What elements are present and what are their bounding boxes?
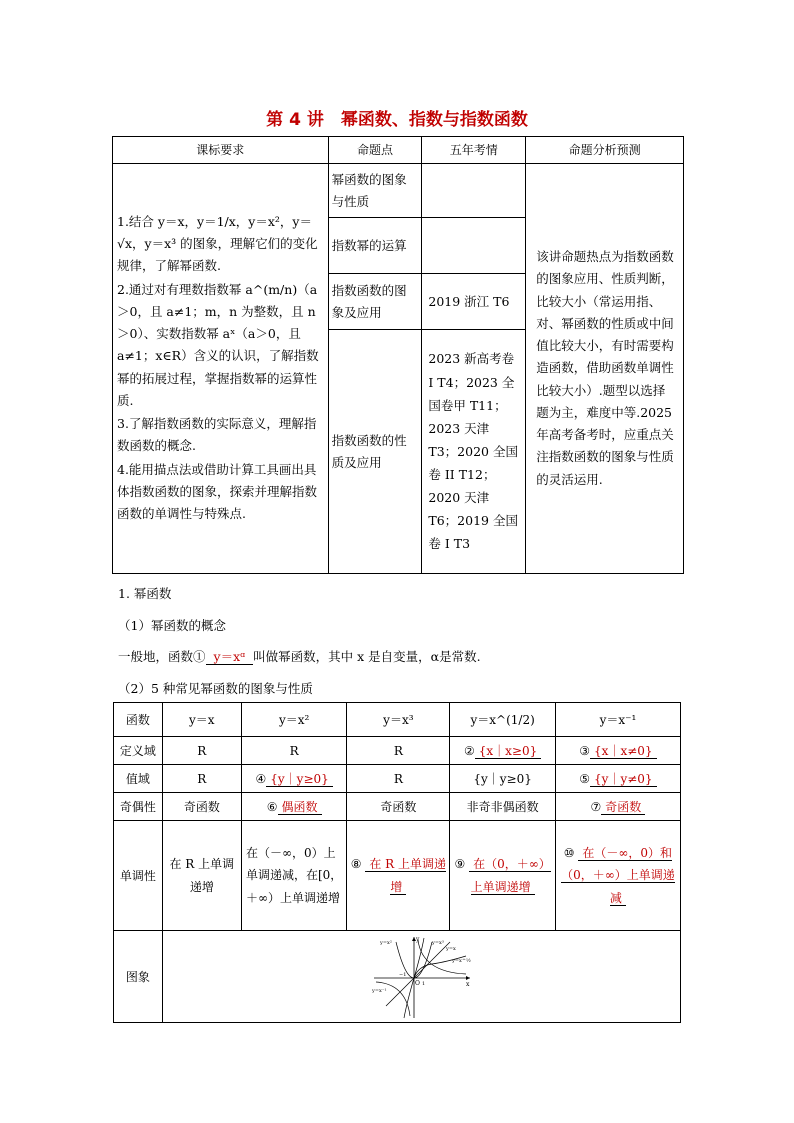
blank-number: ⑩ — [563, 846, 575, 861]
table-cell: R — [162, 737, 241, 765]
topic-cell: 指数函数的性质及应用 — [328, 330, 422, 574]
requirement-2: 2.通过对有理数指数幂 a^(m/n)（a＞0，且 a≠1；m，n 为整数，且 n＞0）、实数指数幂 aˣ（a＞0，且 a≠1；x∈R）含义的认识，了解指数幂的拓展过程，掌握指数幂的运算性质. — [117, 281, 319, 408]
table-row — [113, 164, 684, 218]
definition-answer: y＝xᵅ — [206, 649, 254, 665]
table-cell: R — [347, 765, 450, 793]
table-cell: R — [162, 765, 241, 793]
label-x: y=x — [446, 945, 457, 952]
label-x2: y=x² — [380, 939, 393, 946]
table-cell: 奇函数 — [162, 793, 241, 821]
definition-prefix: 一般地，函数① — [118, 649, 206, 664]
table-row — [114, 737, 681, 765]
func-header: y＝x — [162, 703, 241, 737]
blank-number: ② — [463, 744, 475, 758]
subsection-five-functions: （2）5 种常见幂函数的图象与性质 — [118, 681, 313, 696]
years-cell — [422, 218, 526, 274]
analysis-cell: 该讲命题热点为指数函数的图象应用、性质判断，比较大小（常运用指、对、幂函数的性质或中间值比较大小，有时需要构造函数，借助函数单调性比较大小）.题型以选择题为主，难度中等.2025 年高考备考时，应重点关注指数函数的图象与性质的灵活运用. — [526, 164, 684, 574]
years-cell: 2019 浙江 T6 — [422, 274, 526, 330]
table-row — [114, 931, 681, 1023]
requirement-1: 1.结合 y＝x，y＝1/x，y＝x²，y＝√x，y＝x³ 的图象，理解它们的变化规律，了解幂函数. — [117, 213, 318, 274]
answer-text: 奇函数 — [601, 800, 645, 815]
topic-cell: 指数幂的运算 — [328, 218, 422, 274]
table-cell — [241, 765, 346, 793]
blank-number: ⑤ — [579, 772, 591, 786]
table-cell: 在（－∞，0）上单调递减，在[0，＋∞）上单调递增 — [241, 821, 346, 931]
table-cell — [555, 821, 680, 931]
topic-cell: 幂函数的图象与性质 — [328, 164, 422, 218]
years-cell: 2023 新高考卷 I T4；2023 全国卷甲 T11；2023 天津 T3；2020 全国卷 II T12；2020 天津 T6；2019 全国卷 I T3 — [422, 330, 526, 574]
topic-cell: 指数函数的图象及应用 — [328, 274, 422, 330]
header-topic: 命题点 — [328, 137, 422, 164]
table-cell: 在 R 上单调递增 — [162, 821, 241, 931]
header-curriculum: 课标要求 — [113, 137, 329, 164]
x-axis-arrow — [466, 976, 470, 980]
func-header: y＝x^(1/2) — [450, 703, 555, 737]
blank-number: ③ — [579, 744, 591, 758]
table-cell: R — [241, 737, 346, 765]
answer-text: 偶函数 — [278, 800, 322, 815]
table-cell: 非奇非偶函数 — [450, 793, 555, 821]
blank-number: ④ — [255, 772, 267, 786]
func-header: y＝x³ — [347, 703, 450, 737]
answer-text: 在（－∞，0）和（0，＋∞）上单调递减 — [561, 846, 675, 905]
y-axis-label: y — [416, 935, 420, 943]
x-axis-label: x — [466, 980, 470, 988]
requirements-table — [112, 136, 684, 574]
func-header: y＝x⁻¹ — [555, 703, 680, 737]
table-row — [114, 703, 681, 737]
table-cell: R — [347, 737, 450, 765]
header-analysis: 命题分析预测 — [526, 137, 684, 164]
answer-text: {y｜y≠0} — [590, 772, 657, 787]
blank-number: ⑨ — [454, 857, 466, 872]
table-cell — [241, 793, 346, 821]
row-label: 奇偶性 — [114, 793, 163, 821]
label-sqrt: y=x^½ — [452, 957, 472, 964]
definition-suffix: 叫做幂函数，其中 x 是自变量，α是常数. — [253, 649, 481, 664]
table-cell — [450, 821, 555, 931]
requirements-header-row — [113, 137, 684, 164]
header-years: 五年考情 — [422, 137, 526, 164]
table-cell — [347, 821, 450, 931]
answer-text: {x｜x≥0} — [475, 744, 542, 759]
answer-text: 在（0，＋∞）上单调递增 — [470, 857, 551, 894]
power-functions-graph — [366, 934, 476, 1020]
answer-text: {y｜y≥0} — [266, 772, 333, 787]
curriculum-requirements — [113, 164, 329, 574]
row-label: 单调性 — [114, 821, 163, 931]
table-row — [114, 793, 681, 821]
table-row — [114, 765, 681, 793]
row-label: 图象 — [114, 931, 163, 1023]
tick-one-label: 1 — [422, 980, 426, 987]
table-cell — [450, 737, 555, 765]
requirement-3: 3.了解指数函数的实际意义，理解指数函数的概念. — [117, 416, 317, 454]
row-label: 定义域 — [114, 737, 163, 765]
table-row — [114, 821, 681, 931]
tick-neg-one-label: −1 — [399, 971, 407, 978]
blank-number: ⑥ — [266, 800, 278, 814]
graph-cell — [162, 931, 680, 1023]
origin-label: O — [415, 979, 421, 987]
blank-number: ⑧ — [350, 857, 362, 872]
label-inverse: y=x⁻¹ — [372, 987, 387, 994]
row-label: 值域 — [114, 765, 163, 793]
row-label: 函数 — [114, 703, 163, 737]
definition-line — [118, 647, 481, 665]
func-header: y＝x² — [241, 703, 346, 737]
table-cell: 奇函数 — [347, 793, 450, 821]
page-title: 第 4 讲 幂函数、指数与指数函数 — [266, 110, 528, 130]
blank-number: ⑦ — [590, 800, 602, 814]
table-cell — [555, 737, 680, 765]
answer-text: {x｜x≠0} — [590, 744, 657, 759]
subsection-concept: （1）幂函数的概念 — [118, 618, 226, 633]
table-cell: {y｜y≥0} — [450, 765, 555, 793]
table-cell — [555, 793, 680, 821]
years-cell — [422, 164, 526, 218]
label-x3: y=x³ — [432, 939, 445, 946]
power-function-table — [113, 702, 681, 1023]
section-heading: 1. 幂函数 — [118, 586, 172, 601]
answer-text: 在 R 上单调递增 — [365, 857, 446, 894]
table-cell — [555, 765, 680, 793]
requirement-4: 4.能用描点法或借助计算工具画出具体指数函数的图象，探索并理解指数函数的单调性与特殊点. — [117, 461, 318, 521]
